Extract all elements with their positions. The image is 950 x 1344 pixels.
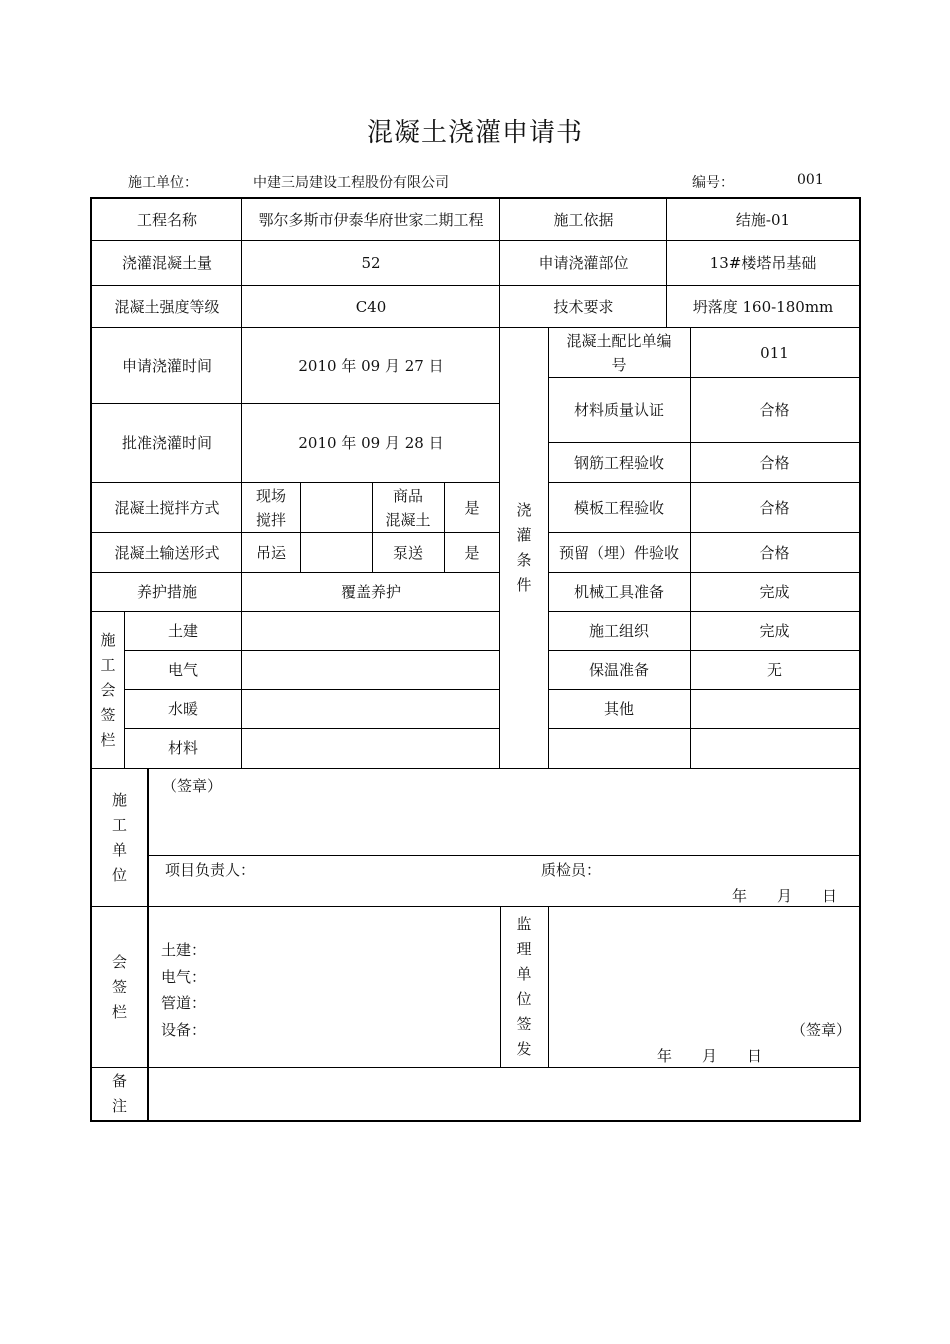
condition-label: 保温准备 <box>588 661 649 679</box>
supervisor-sign-label <box>500 907 548 1067</box>
remarks-label <box>92 1068 147 1120</box>
construction-unit-char: 位 <box>111 865 127 884</box>
conditions-group-char: 浇 <box>516 501 532 519</box>
countersign-row-label: 水暖 <box>167 700 198 718</box>
quality-inspector-label: 质检员： <box>541 861 602 879</box>
construction-countersign-label <box>92 612 124 768</box>
condition-label: 模板工程验收 <box>573 498 664 517</box>
project-name-label: 工程名称 <box>136 210 197 229</box>
mix-commercial-value: 是 <box>464 498 480 517</box>
condition-label: 材料质量认证 <box>573 401 664 419</box>
curing-value: 覆盖养护 <box>340 583 401 601</box>
construction-unit-label <box>92 769 147 906</box>
supervisor-char: 监 <box>516 915 532 933</box>
construction-unit-char: 施 <box>111 790 127 809</box>
transport-crane-label: 吊运 <box>255 543 286 562</box>
supervisor-char: 位 <box>516 990 532 1008</box>
remarks-char: 备 <box>111 1072 127 1090</box>
grid-line <box>90 768 861 769</box>
countersign-row-label: 电气 <box>167 661 198 679</box>
conditions-group-char: 灌 <box>516 526 532 544</box>
construction-unit-char: 工 <box>111 815 127 834</box>
apply-time-label: 申请浇灌时间 <box>121 356 212 375</box>
countersign-group-char: 签 <box>100 705 116 724</box>
condition-label: 施工组织 <box>588 622 649 640</box>
condition-value: 合格 <box>759 498 790 517</box>
transport-pump-label: 泵送 <box>392 543 423 562</box>
basis-label: 施工依据 <box>553 210 614 229</box>
condition-value: 完成 <box>759 583 790 601</box>
countersign-group-char: 会 <box>100 680 116 699</box>
mix-site-label: 现场 搅拌 <box>255 486 286 529</box>
supervisor-char: 发 <box>516 1040 532 1058</box>
countersign-char: 签 <box>111 977 127 996</box>
conditions-group-char: 条 <box>516 551 532 569</box>
equipment-label: 设备： <box>161 1021 207 1039</box>
basis-value: 结施-01 <box>735 210 791 229</box>
remarks-value <box>148 1068 859 1120</box>
countersign-group-char: 施 <box>100 630 116 649</box>
grade-label: 混凝土强度等级 <box>114 297 220 316</box>
condition-label: 混凝土配比单编号 <box>566 331 672 374</box>
countersign-char: 会 <box>111 952 127 971</box>
condition-value: 无 <box>766 661 782 679</box>
countersign-row-label: 土建 <box>167 622 198 640</box>
project-manager-label: 项目负责人： <box>165 861 256 879</box>
condition-label: 其他 <box>603 700 634 718</box>
countersign-label <box>92 907 147 1067</box>
countersign-group-char: 工 <box>100 655 116 674</box>
electric-label: 电气： <box>161 968 207 986</box>
countersign-char: 栏 <box>111 1002 127 1021</box>
condition-value: 完成 <box>759 622 790 640</box>
mix-commercial-label: 商品 混凝土 <box>385 486 431 529</box>
number-value: 001 <box>797 172 824 188</box>
condition-value <box>690 690 859 728</box>
tech-label: 技术要求 <box>553 297 614 316</box>
volume-label: 浇灌混凝土量 <box>121 254 212 272</box>
construction-date: 年 月 日 <box>732 887 838 905</box>
condition-label: 预留（埋）件验收 <box>558 543 679 562</box>
condition-value: 011 <box>760 343 789 362</box>
location-value: 13#楼塔吊基础 <box>709 254 817 272</box>
pipe-label: 管道： <box>161 994 207 1012</box>
location-label: 申请浇灌部位 <box>538 254 629 272</box>
conditions-group-char: 件 <box>516 576 532 594</box>
volume-value: 52 <box>361 254 381 272</box>
unit-label: 施工单位： <box>128 175 198 191</box>
construction-unit-char: 单 <box>111 840 127 859</box>
approve-time-value: 2010 年 09 月 28 日 <box>298 434 444 452</box>
pour-conditions-label <box>500 328 548 768</box>
mix-label: 混凝土搅拌方式 <box>114 498 220 517</box>
transport-crane-value <box>300 533 372 572</box>
number-label: 编号： <box>692 175 734 191</box>
construction-stamp: （签章） <box>162 777 223 795</box>
unit-value: 中建三局建设工程股份有限公司 <box>253 175 449 191</box>
condition-label: 机械工具准备 <box>573 583 664 601</box>
supervisor-date: 年 月 日 <box>657 1047 763 1065</box>
remarks-char: 注 <box>111 1097 127 1115</box>
grid-line <box>90 906 861 907</box>
supervisor-char: 单 <box>516 965 532 983</box>
condition-value: 合格 <box>759 401 790 419</box>
countersign-group-char: 栏 <box>100 730 116 749</box>
condition-label <box>548 729 690 767</box>
supervisor-stamp: （签章） <box>791 1021 852 1039</box>
curing-label: 养护措施 <box>136 583 197 601</box>
grid-line <box>859 197 861 1122</box>
project-name-value: 鄂尔多斯市伊泰华府世家二期工程 <box>258 210 484 229</box>
apply-time-value: 2010 年 09 月 27 日 <box>298 356 444 375</box>
countersign-row-label: 材料 <box>167 739 198 757</box>
condition-label: 钢筋工程验收 <box>573 453 664 472</box>
tech-value: 坍落度 160-180mm <box>692 297 834 316</box>
approve-time-label: 批准浇灌时间 <box>121 434 212 452</box>
supervisor-char: 签 <box>516 1015 532 1033</box>
condition-value <box>690 729 859 767</box>
condition-value: 合格 <box>759 453 790 472</box>
grid-line <box>90 1120 861 1122</box>
mix-site-value <box>300 483 372 532</box>
document-title: 混凝土浇灌申请书 <box>366 118 583 148</box>
grid-line <box>147 855 860 856</box>
condition-value: 合格 <box>759 543 790 562</box>
supervisor-char: 理 <box>516 940 532 958</box>
transport-label: 混凝土输送形式 <box>114 543 220 562</box>
transport-pump-value: 是 <box>464 543 480 562</box>
grade-value: C40 <box>355 297 387 316</box>
civil-label: 土建： <box>161 941 207 959</box>
grid-line <box>548 906 549 1068</box>
